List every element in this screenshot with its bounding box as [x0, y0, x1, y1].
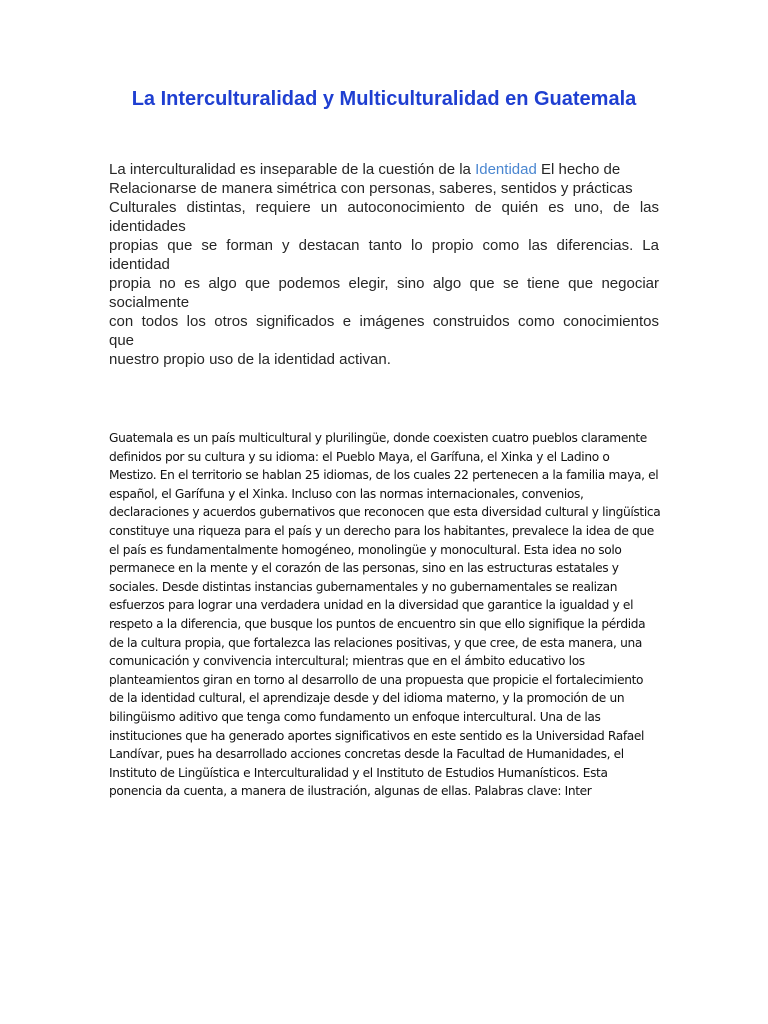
body-line: Instituto de Lingüística e Interculturalidad y el Instituto de Estudios Humanísticos. Esta [109, 765, 608, 780]
page-title: La Interculturalidad y Multiculturalidad en Guatemala [131, 88, 637, 110]
body-line: respeto a la diferencia, que busque los puntos de encuentro sin que ello signifique la pérdida [109, 616, 646, 631]
intro-line: propias que se forman y destacan tanto lo propio como las diferencias. La [109, 237, 659, 254]
body-line: declaraciones y acuerdos gubernativos que reconocen que esta diversidad cultural y lingüística [109, 505, 661, 520]
intro-line: identidad [109, 256, 170, 273]
body-line: permanece en la mente y el corazón de las personas, sino en las estructuras estatales y [109, 561, 619, 576]
identidad-link[interactable]: Identidad [475, 161, 537, 178]
intro-line: Culturales distintas, requiere un autoconocimiento de quién es uno, de las [109, 199, 659, 216]
body-line: de la identidad cultural, el aprendizaje desde y del idioma materno, y la promoción de un [109, 691, 625, 706]
intro-paragraph [109, 160, 659, 369]
intro-line: propia no es algo que podemos elegir, sino algo que se tiene que negociar [109, 275, 659, 292]
intro-line: nuestro propio uso de la identidad activan. [109, 351, 391, 368]
intro-text: El hecho de [536, 161, 621, 178]
body-line: constituye una riqueza para el país y un derecho para los habitantes, prevalece la idea de que [109, 523, 654, 538]
body-line: Mestizo. En el territorio se hablan 25 idiomas, de los cuales 22 pertenecen a la familia maya, el [109, 468, 659, 483]
body-line: sociales. Desde distintas instancias gubernamentales y no gubernamentales se realizan [109, 579, 618, 594]
body-line: Guatemala es un país multicultural y plurilingüe, donde coexisten cuatro pueblos claramente [109, 431, 647, 445]
body-line: bilingüismo aditivo que tenga como fundamento un enfoque intercultural. Una de las [109, 709, 601, 724]
body-line: ponencia da cuenta, a manera de ilustración, algunas de ellas. Palabras clave: Inter [109, 784, 592, 799]
intro-line: identidades [109, 218, 186, 235]
body-line: de la cultura propia, que fortalezca las relaciones positivas, y que cree, de esta manera, una [109, 635, 642, 650]
intro-line: socialmente [109, 294, 190, 311]
body-line: Landívar, pues ha desarrollado acciones concretas desde la Facultad de Humanidades, el [109, 747, 624, 762]
body-line: comunicación y convivencia intercultural; mientras que en el ámbito educativo los [109, 654, 585, 669]
intro-line: que [109, 332, 135, 349]
body-line: instituciones que ha generado aportes significativos en este sentido es la Universidad Rafael [109, 728, 645, 743]
intro-line: Relacionarse de manera simétrica con personas, saberes, sentidos y prácticas [109, 180, 633, 197]
intro-line [109, 160, 659, 179]
body-line: esfuerzos para lograr una verdadera unidad en la diversidad que garantice la igualdad y el [109, 598, 634, 613]
body-paragraph [109, 429, 661, 801]
body-line: planteamientos giran en torno al desarrollo de una propuesta que propicie el fortalecimiento [109, 672, 644, 687]
intro-text: La interculturalidad es inseparable de la cuestión de la [109, 161, 476, 178]
body-line: el país es fundamentalmente homogéneo, monolingüe y monocultural. Esta idea no solo [109, 542, 622, 557]
intro-line: con todos los otros significados e imágenes construidos como conocimientos [109, 313, 659, 330]
body-line: español, el Garífuna y el Xinka. Incluso con las normas internacionales, convenios, [109, 486, 584, 501]
body-line: definidos por su cultura y su idioma: el Pueblo Maya, el Garífuna, el Xinka y el Ladino o [109, 449, 610, 464]
